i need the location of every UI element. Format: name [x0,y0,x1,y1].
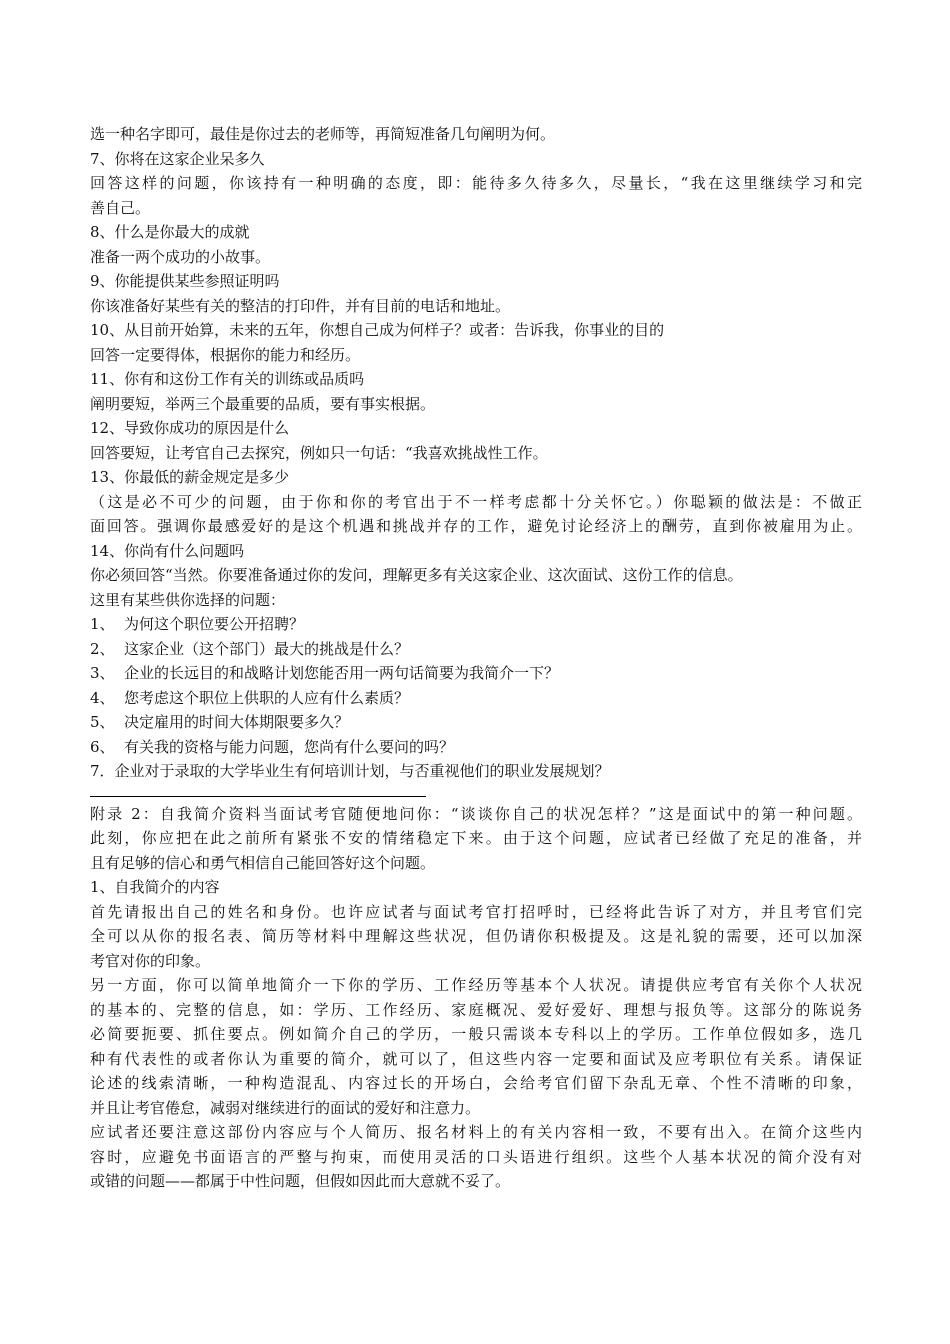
text-line: 选一种名字即可，最佳是你过去的老师等，再简短准备几句阐明为何。 [90,125,556,143]
question-heading: 11、你有和这份工作有关的训练或品质吗 [90,370,365,388]
list-item [90,735,862,760]
text-line: 并且让考官倦怠，减弱对继续进行的面试的爱好和注意力。 [90,1098,481,1117]
interview-questions-section [90,122,862,612]
list-item [90,612,862,637]
text-line: 全可以从你的报名表、简历等材料中理解这些状况，但仍请你积极提及。这是礼貌的需要，还可以加深 [90,927,862,945]
text-line: 考官对你的印象。 [90,951,211,970]
question-heading: 7、你将在这家企业呆多久 [90,149,265,168]
text-line: 准备一两个成功的小故事。 [90,247,271,266]
list-item: 7．企业对于录取的大学毕业生有何培训计划，与否重视他们的职业发展规划？ [90,762,610,780]
list-item-number: 4、 [90,688,115,707]
text-line: 论述的线索清晰，一种构造混乱、内容过长的开场白，会给考官们留下杂乱无章、个性不清晰的印象， [90,1074,862,1092]
list-item [90,686,862,711]
text-line: 这里有某些供你选择的问题： [90,590,286,609]
question-heading: 9、你能提供某些参照证明吗 [90,272,280,290]
list-item-text: 为何这个职位要公开招聘？ [124,615,305,633]
question-heading: 13、你最低的薪金规定是多少 [90,468,290,486]
text-line: 容时，应避免书面语言的严整与拘束，而使用灵活的口头语进行组织。这些个人基本状况的简介没有对 [90,1147,862,1166]
text-line: 回答一定要得体，根据你的能力和经历。 [90,345,361,364]
text-line: 或错的问题——都属于中性问题，但假如因此而大意就不妥了。 [90,1172,511,1190]
questions-list [90,612,862,784]
text-line: 的基本的、完整的信息，如：学历、工作经历、家庭概况、爱好爱好、理想与报负等。这部分的陈说务 [90,1000,862,1019]
question-heading: 10、从目前开始算，未来的五年，你想自己成为何样子？或者：告诉我，你事业的目的 [90,321,665,339]
list-item [90,661,862,686]
text-line: 首先请报出自己的姓名和身份。也许应试者与面试考官打招呼时，已经将此告诉了对方，并且考官们完 [90,902,862,921]
text-line: 附录 2：自我简介资料当面试考官随便地问你：“谈谈你自己的状况怎样？”这是面试中的第一种问题。 [90,804,862,823]
list-item-text: 有关我的资格与能力问题，您尚有什么要问的吗？ [124,737,455,756]
list-item-text: 企业的长远目的和战略计划您能否用一两句话简要为我简介一下？ [124,664,560,682]
text-line: 种有代表性的或者你认为重要的简介，就可以了，但这些内容一定要和面试及应考职位有关系。请保证 [90,1049,862,1068]
list-item-number: 2、 [90,639,115,658]
text-line: 回答这样的问题，你该持有一种明确的态度，即：能待多久待多久，尽量长，“我在这里继续学习和完 [90,174,862,192]
text-line: 回答要短，让考官自己去探究，例如只一句话：“我喜欢挑战性工作。 [90,443,548,462]
list-item-number: 1、 [90,615,115,633]
list-item-text: 决定雇用的时间大体期限要多久？ [124,713,350,731]
list-item-text: 这家企业（这个部门）最大的挑战是什么？ [124,639,410,658]
section-divider [90,796,426,797]
text-line: 必简要扼要、抓住要点。例如简介自己的学历，一般只需谈本专科以上的学历。工作单位假如多，选几 [90,1025,862,1043]
text-line: 此刻，你应把在此之前所有紧张不安的情绪稳定下来。由于这个问题，应试者已经做了充足的准备，并 [90,829,862,847]
section-heading: 1、自我简介的内容 [90,878,220,896]
text-line: 面回答。强调你最感爱好的是这个机遇和挑战并存的工作，避免讨论经济上的酬劳，直到你被雇用为止。 [90,517,862,535]
text-line: 你该准备好某些有关的整洁的打印件，并有目前的电话和地址。 [90,296,511,315]
list-item [90,710,862,735]
text-line: 你必须回答“当然。你要准备通过你的发问，理解更多有关这家企业、这次面试、这份工作的信息。 [90,566,743,584]
text-line: 应试者还要注意这部份内容应与个人简历、报名材料上的有关内容相一致，不要有出入。在简介这些内 [90,1123,862,1141]
question-heading: 8、什么是你最大的成就 [90,223,250,241]
text-line: （这是必不可少的问题，由于你和你的考官出于不一样考虑都十分关怀它。）你聪颖的做法是：不做正 [90,492,862,511]
text-line: 另一方面，你可以简单地简介一下你的学历、工作经历等基本个人状况。请提供应考官有关你个人状况 [90,976,862,994]
text-line: 且有足够的信心和勇气相信自己能回答好这个问题。 [90,853,436,872]
list-item-text: 您考虑这个职位上供职的人应有什么素质？ [124,688,410,707]
list-item [90,637,862,662]
document-page [90,122,862,1194]
list-item-number: 3、 [90,664,115,682]
appendix-section [90,802,862,1194]
list-item-number: 6、 [90,737,115,756]
text-line: 善自己。 [90,198,151,217]
question-heading: 12、导致你成功的原因是什么 [90,419,290,437]
text-line: 阐明要短，举两三个最重要的品质，要有事实根据。 [90,394,436,413]
list-item-number: 5、 [90,713,115,731]
question-heading: 14、你尚有什么问题吗 [90,541,245,560]
